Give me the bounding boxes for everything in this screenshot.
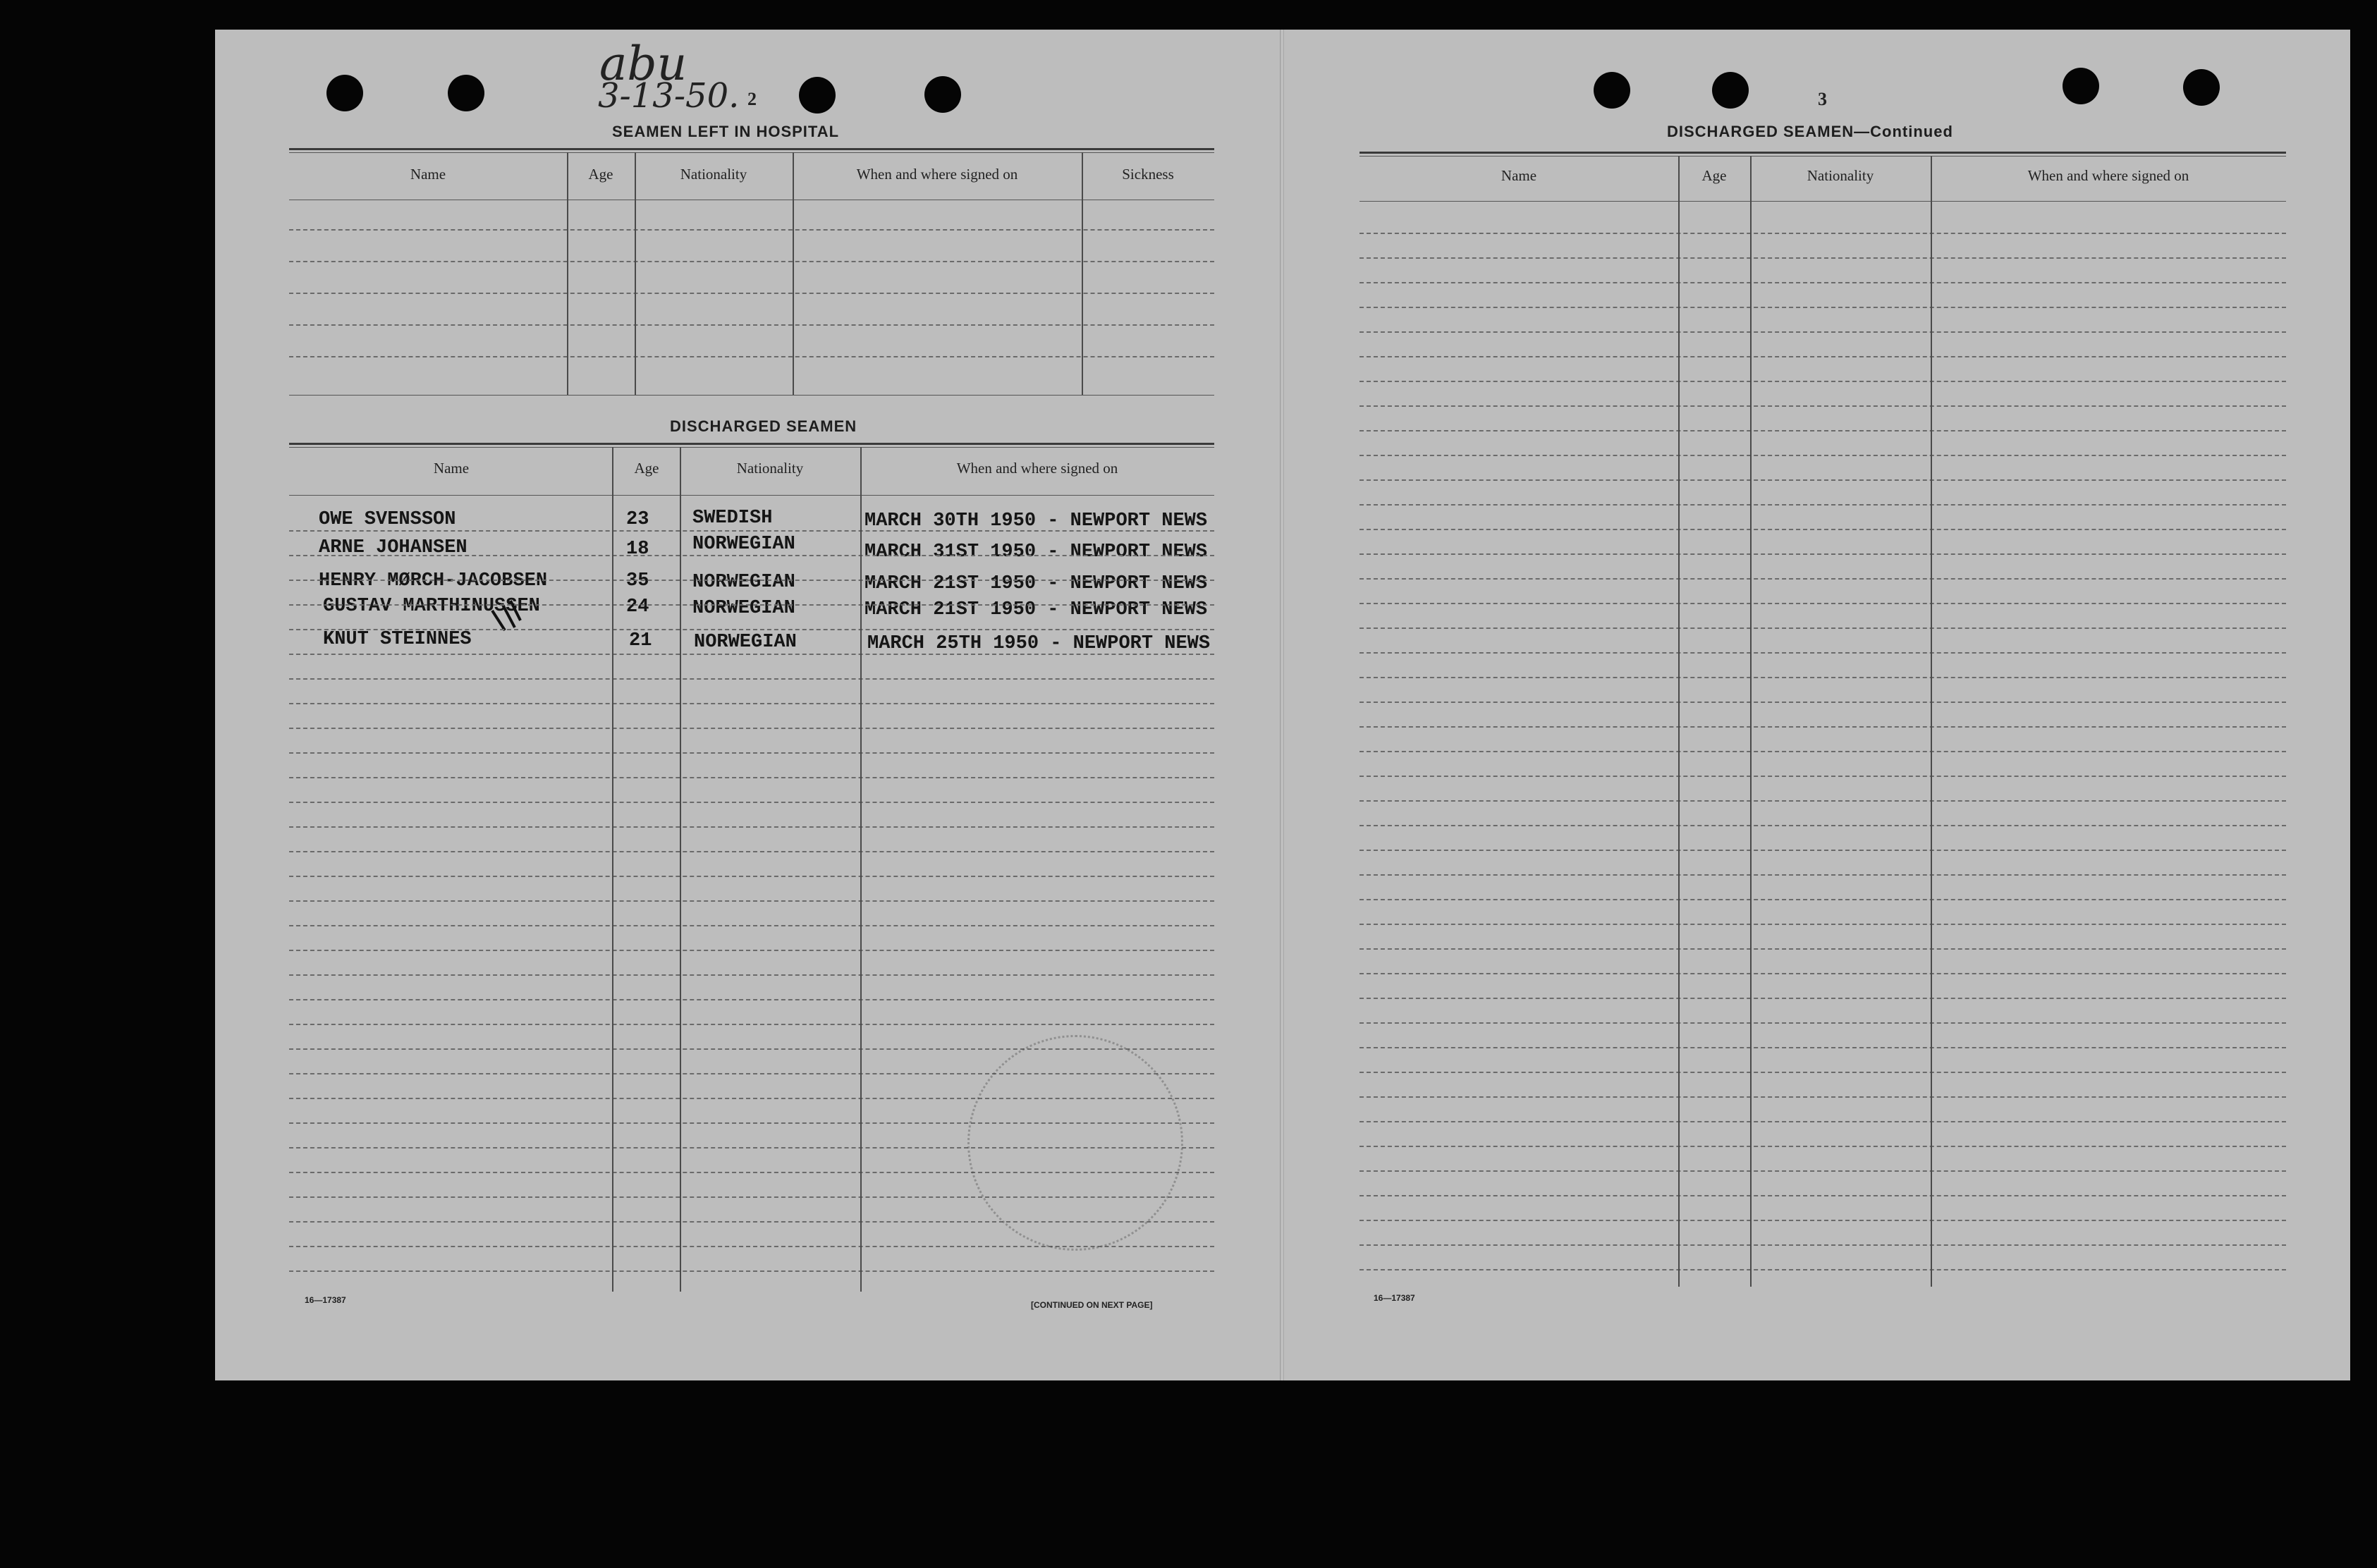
ruled-line <box>289 530 1214 532</box>
ruled-line <box>1359 282 2286 283</box>
punch-hole <box>1594 72 1630 109</box>
ruled-line <box>1359 356 2286 357</box>
discharged-continued-title: DISCHARGED SEAMEN—Continued <box>1667 123 1953 140</box>
hospital-header-nationality: Nationality <box>680 166 747 183</box>
ruled-line <box>289 261 1214 262</box>
ruled-line <box>289 703 1214 704</box>
continued-header-nationality: Nationality <box>1807 167 1874 184</box>
ruled-line <box>289 580 1214 581</box>
ruled-line <box>1359 1170 2286 1172</box>
ruled-line <box>289 678 1214 680</box>
continued-note: [CONTINUED ON NEXT PAGE] <box>1031 1300 1153 1310</box>
continued-header-age: Age <box>1701 167 1727 184</box>
ruled-line <box>289 629 1214 630</box>
punch-hole <box>799 77 836 114</box>
page-fold <box>1280 30 1284 1380</box>
ruled-line <box>1359 899 2286 900</box>
ruled-line <box>1359 1072 2286 1073</box>
ruled-line <box>289 802 1214 803</box>
seaman-age: 21 <box>629 630 652 651</box>
ruled-line <box>289 555 1214 556</box>
ruled-line <box>289 728 1214 729</box>
seaman-nationality: NORWEGIAN <box>692 534 795 555</box>
seaman-nationality: SWEDISH <box>692 508 773 529</box>
seaman-signed-on: MARCH 31ST 1950 - NEWPORT NEWS <box>864 541 1208 563</box>
ruled-line <box>1359 381 2286 382</box>
form-number: 16—17387 <box>305 1295 346 1305</box>
continued-header-signed-on: When and where signed on <box>2027 167 2189 184</box>
discharged-header-name: Name <box>433 460 470 477</box>
punch-hole <box>2063 68 2099 104</box>
ruled-line <box>289 777 1214 778</box>
hospital-header-signed-on: When and where signed on <box>856 166 1018 183</box>
ruled-line <box>1359 603 2286 604</box>
handwritten-initials: abu <box>599 37 688 91</box>
ruled-line <box>1359 1022 2286 1024</box>
table-rule <box>289 395 1214 396</box>
table-rule <box>289 447 1214 448</box>
ruled-line <box>1359 430 2286 431</box>
ruled-line <box>1359 776 2286 777</box>
hospital-header-sickness: Sickness <box>1122 166 1174 183</box>
seaman-age: 23 <box>626 509 649 530</box>
ruled-line <box>1359 529 2286 530</box>
punch-hole <box>924 76 961 113</box>
ruled-line <box>1359 307 2286 308</box>
ruled-line <box>289 999 1214 1000</box>
ruled-line <box>1359 1244 2286 1246</box>
column-divider <box>860 447 862 1292</box>
ruled-line <box>1359 825 2286 826</box>
hospital-section-title: SEAMEN LEFT IN HOSPITAL <box>612 123 840 140</box>
ruled-line <box>1359 677 2286 678</box>
seaman-nationality: NORWEGIAN <box>692 598 795 619</box>
seaman-name: HENRY MØRCH-JACOBSEN <box>319 570 548 592</box>
punch-hole <box>448 75 484 111</box>
ruled-line <box>1359 1269 2286 1270</box>
ruled-line <box>1359 1047 2286 1048</box>
ruled-line <box>289 229 1214 231</box>
ruled-line <box>289 876 1214 877</box>
table-rule <box>1359 156 2286 157</box>
seaman-name: ARNE JOHANSEN <box>319 537 468 558</box>
column-divider <box>612 447 613 1292</box>
ruled-line <box>1359 331 2286 333</box>
punch-hole <box>326 75 363 111</box>
continued-header-name: Name <box>1501 167 1537 184</box>
column-divider <box>1678 156 1680 1287</box>
seaman-signed-on: MARCH 21ST 1950 - NEWPORT NEWS <box>864 599 1208 620</box>
ruled-line <box>289 1024 1214 1025</box>
table-rule <box>289 148 1214 150</box>
punch-hole <box>1712 72 1749 109</box>
faded-stamp <box>967 1035 1183 1251</box>
ruled-line <box>1359 874 2286 876</box>
column-divider <box>1750 156 1752 1287</box>
ruled-line <box>1359 1146 2286 1147</box>
seaman-age: 24 <box>626 596 649 618</box>
ruled-line <box>289 826 1214 828</box>
seaman-nationality: NORWEGIAN <box>694 632 797 653</box>
ruled-line <box>289 324 1214 326</box>
ruled-line <box>289 950 1214 951</box>
column-divider <box>793 152 794 395</box>
seaman-signed-on: MARCH 21ST 1950 - NEWPORT NEWS <box>864 573 1208 594</box>
ruled-line <box>289 293 1214 294</box>
ruled-line <box>1359 998 2286 999</box>
discharged-header-age: Age <box>634 460 659 477</box>
ruled-line <box>289 900 1214 902</box>
ruled-line <box>1359 751 2286 752</box>
check-mark-icon <box>487 596 536 639</box>
discharged-header-signed-on: When and where signed on <box>956 460 1118 477</box>
ruled-line <box>1359 504 2286 506</box>
discharged-header-nationality: Nationality <box>736 460 804 477</box>
seaman-age: 35 <box>626 570 649 592</box>
column-divider <box>680 447 681 1292</box>
seaman-signed-on: MARCH 25TH 1950 - NEWPORT NEWS <box>867 633 1211 654</box>
ruled-line <box>1359 702 2286 703</box>
page-number: 2 <box>747 89 757 109</box>
ruled-line <box>1359 948 2286 950</box>
seaman-age: 18 <box>626 539 649 560</box>
column-divider <box>1082 152 1083 395</box>
hospital-header-name: Name <box>410 166 446 183</box>
ruled-line <box>1359 924 2286 925</box>
ruled-line <box>289 851 1214 852</box>
table-rule <box>289 495 1214 496</box>
seaman-name: KNUT STEINNES <box>323 629 472 650</box>
ruled-line <box>289 1270 1214 1272</box>
seaman-signed-on: MARCH 30TH 1950 - NEWPORT NEWS <box>864 510 1208 532</box>
ruled-line <box>289 604 1214 606</box>
punch-hole <box>2183 69 2220 106</box>
ruled-line <box>1359 1121 2286 1122</box>
ruled-line <box>1359 455 2286 456</box>
ruled-line <box>1359 1220 2286 1221</box>
ruled-line <box>1359 800 2286 802</box>
ruled-line <box>1359 726 2286 728</box>
ruled-line <box>1359 257 2286 259</box>
table-rule <box>1359 201 2286 202</box>
ruled-line <box>1359 850 2286 851</box>
form-number: 16—17387 <box>1374 1293 1415 1303</box>
page-number: 3 <box>1818 89 1827 109</box>
ruled-line <box>1359 553 2286 555</box>
ruled-line <box>1359 1096 2286 1098</box>
ruled-line <box>1359 973 2286 974</box>
ruled-line <box>289 752 1214 754</box>
table-rule <box>1359 152 2286 154</box>
ruled-line <box>289 654 1214 655</box>
ruled-line <box>1359 578 2286 580</box>
hospital-header-age: Age <box>588 166 613 183</box>
ruled-line <box>1359 627 2286 629</box>
ruled-line <box>1359 1195 2286 1196</box>
column-divider <box>1931 156 1932 1287</box>
ruled-line <box>289 356 1214 357</box>
seaman-name: GUSTAV MARTHINUSSEN <box>323 596 540 617</box>
ruled-line <box>1359 479 2286 481</box>
handwritten-date: 3-13-50. <box>598 76 740 116</box>
ruled-line <box>1359 652 2286 654</box>
ruled-line <box>289 925 1214 926</box>
ruled-line <box>289 974 1214 976</box>
ruled-line <box>1359 405 2286 407</box>
seaman-nationality: NORWEGIAN <box>692 572 795 593</box>
ruled-line <box>1359 233 2286 234</box>
discharged-section-title: DISCHARGED SEAMEN <box>670 417 857 435</box>
column-divider <box>635 152 636 395</box>
column-divider <box>567 152 568 395</box>
seaman-name: OWE SVENSSON <box>319 509 456 530</box>
table-rule <box>289 443 1214 445</box>
table-rule <box>289 152 1214 153</box>
